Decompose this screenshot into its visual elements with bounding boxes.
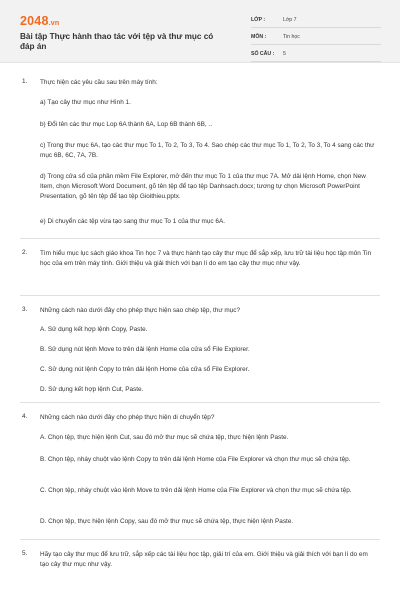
info-value: 5 xyxy=(283,51,286,57)
question-item: c) Trong thư mục 6A, tạo các thư mục To 1, To 2, To 3, To 4. Sao chép các thư mục To 1, To 2, To 3, To 4 sang các thư mục 6B, 6C, 7A, 7B. xyxy=(40,142,375,159)
question-number: 1. xyxy=(22,78,28,85)
logo-main: 2048 xyxy=(20,14,49,28)
answer-option-a[interactable]: A. Chọn tệp, thực hiện lệnh Cut, sau đó mở thư mục sẽ chứa tệp, thực hiện lệnh Paste. xyxy=(40,434,289,441)
question-text: Hãy tạo cây thư mục để lưu trữ, sắp xếp các tài liệu học tập, giải trí của em. Giới thiệu và giải thích với bạn lí do em tạo cây thư mục như vậy. xyxy=(40,551,368,568)
info-row-class xyxy=(251,13,381,28)
answer-option-a[interactable]: A. Sử dụng kết hợp lệnh Copy, Paste. xyxy=(40,326,148,333)
question-item: d) Trong cửa sổ của phần mềm File Explorer, mở đến thư mục To 1 của thư mục 7A. Mở dải lệnh Home, chọn New Item, chọn Microsoft Word Document, gõ tên tệp để tạo tệp Danhsach.docx; tương tự chọn Microsoft PowerPoint Presentation, gõ tên tệp để tạo tệp Gioithieu.pptx. xyxy=(40,173,366,200)
question-text: Thực hiện các yêu cầu sau trên máy tính: xyxy=(40,79,158,86)
info-panel xyxy=(251,13,381,64)
info-label: LỚP : xyxy=(251,17,266,23)
question-item: e) Di chuyển các tệp vừa tạo sang thư mục To 1 của thư mục 6A. xyxy=(40,218,225,225)
answer-option-b[interactable]: B. Chọn tệp, nháy chuột vào lệnh Copy to trên dải lệnh Home của File Explorer và chọn thư mục sẽ chứa tệp. xyxy=(40,456,351,463)
info-label: SỐ CÂU : xyxy=(251,51,275,57)
question-number: 4. xyxy=(22,413,28,420)
question-number: 2. xyxy=(22,249,28,256)
question-item: b) Đổi tên các thư mục Lop 6A thành 6A, Lop 6B thành 6B, .. xyxy=(40,121,212,128)
header xyxy=(0,0,400,63)
info-label: MÔN : xyxy=(251,34,267,40)
question-number: 3. xyxy=(22,306,28,313)
question-text: Những cách nào dưới đây cho phép thực hiện di chuyển tệp? xyxy=(40,414,215,421)
divider xyxy=(20,539,380,540)
answer-option-c[interactable]: C. Chọn tệp, nháy chuột vào lệnh Move to trên dải lệnh Home của File Explorer và chọn thư mục sẽ chứa tệp. xyxy=(40,487,352,494)
question-text: Những cách nào dưới đây cho phép thực hiện sao chép tệp, thư mục? xyxy=(40,307,241,314)
info-value: Tin học xyxy=(283,34,300,40)
logo-suffix: .vn xyxy=(48,20,60,27)
question-item: a) Tạo cây thư mục như Hình 1. xyxy=(40,99,131,106)
site-logo[interactable] xyxy=(20,14,59,28)
document-title: Bài tập Thực hành thao tác với tệp và thư mục có đáp án xyxy=(20,32,214,51)
answer-option-b[interactable]: B. Sử dụng nút lệnh Move to trên dải lệnh Home của cửa sổ File Explorer. xyxy=(40,346,250,353)
info-row-count xyxy=(251,47,381,62)
answer-option-c[interactable]: C. Sử dụng nút lệnh Copy to trên dải lệnh Home của cửa sổ File Explorer. xyxy=(40,366,250,373)
info-value: Lớp 7 xyxy=(283,17,297,23)
question-number: 5. xyxy=(22,550,28,557)
info-row-subject xyxy=(251,30,381,45)
divider xyxy=(20,402,380,403)
divider xyxy=(20,295,380,296)
divider xyxy=(20,238,380,239)
answer-option-d[interactable]: D. Chọn tệp, thực hiện lệnh Copy, sau đó mở thư mục sẽ chứa tệp, thực hiện lệnh Paste. xyxy=(40,518,294,525)
answer-option-d[interactable]: D. Sử dụng kết hợp lệnh Cut, Paste. xyxy=(40,386,144,393)
question-text: Tìm hiểu mục lục sách giáo khoa Tin học 7 và thực hành tạo cây thư mục để sắp xếp, lưu trữ tài liệu học tập môn Tin học của em trên máy tính. Giới thiệu và giải thích với bạn lí do em tạo cây thư mục như vậy. xyxy=(40,250,372,267)
